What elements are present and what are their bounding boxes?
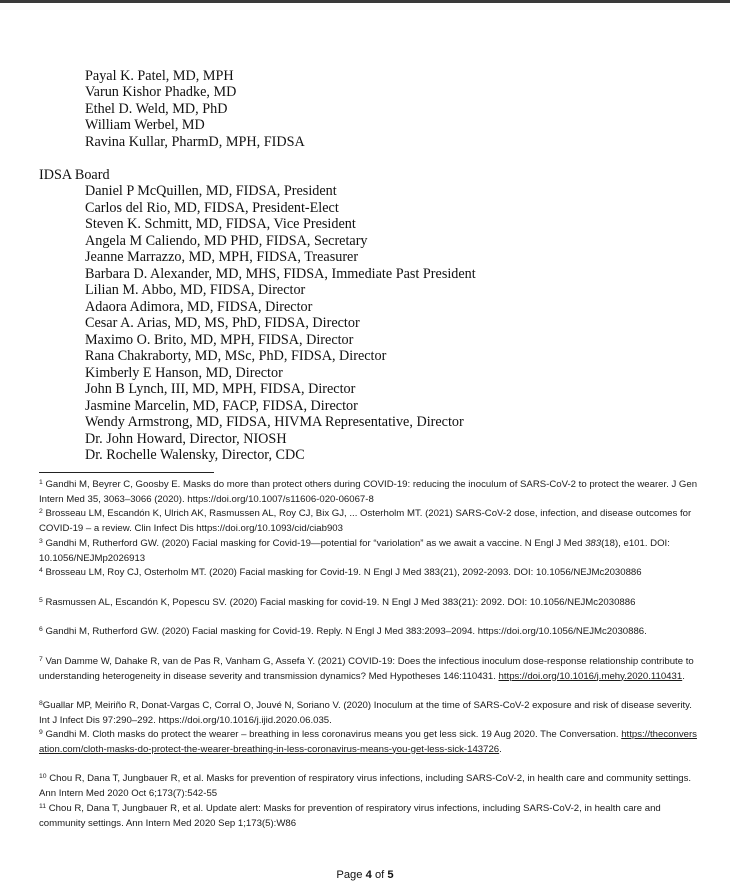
footnote-number: 8 [39,700,43,707]
author-line: Varun Kishor Phadke, MD [85,84,237,100]
footnote-text: (18), e101. DOI: 10.1056/NEJMp2026913 [39,538,670,564]
board-member: Wendy Armstrong, MD, FIDSA, HIVMA Representative, Director [85,414,464,430]
board-member: Kimberly E Hanson, MD, Director [85,365,283,381]
footnote [39,699,699,728]
board-member: Daniel P McQuillen, MD, FIDSA, President [85,183,337,199]
author-line: Payal K. Patel, MD, MPH [85,68,234,84]
board-member: Angela M Caliendo, MD PHD, FIDSA, Secretary [85,233,368,249]
footnote-number: 3 [39,538,43,545]
board-member: Dr. Rochelle Walensky, Director, CDC [85,447,305,463]
footnote-number: 9 [39,729,43,736]
footnote-number: 10 [39,773,47,780]
footnote [39,537,699,566]
footnote [39,802,699,831]
footnote-link[interactable]: https://theconversation.com/cloth-masks-do-protect-the-wearer-breathing-in-less-coronavirus-means-you-get-less-sick-143726 [39,729,697,755]
page-number [0,869,730,881]
footnote-text: . [499,743,502,755]
page-prefix: Page [336,869,366,881]
board-member: Adaora Adimora, MD, FIDSA, Director [85,299,313,315]
board-member: Maximo O. Brito, MD, MPH, FIDSA, Director [85,332,354,348]
footnote-text: Brosseau LM, Roy CJ, Osterholm MT. (2020) Facial masking for Covid-19. N Engl J Med 383(21), 2092-2093. DOI: 10.1056/NEJMc2030886 [45,567,642,578]
footnote [39,772,699,801]
board-member: Dr. John Howard, Director, NIOSH [85,431,287,447]
board-member: Jeanne Marrazzo, MD, MPH, FIDSA, Treasurer [85,249,359,265]
footnote-text: Van Damme W, Dahake R, van de Pas R, Vanham G, Assefa Y. (2021) COVID-19: Does the infectious inoculum dose-response relationship contribute to understanding heterogeneity in disease severity and transmission dynamics? Med Hypotheses 146:110431. [39,656,694,682]
board-heading: IDSA Board [39,167,110,183]
author-line: William Werbel, MD [85,117,205,133]
footnote [39,596,699,611]
footnote-text: Chou R, Dana T, Jungbauer R, et al. Masks for prevention of respiratory virus infections, including SARS-CoV-2, in health care and community settings. Ann Intern Med 2020 Oct 6;173(7):542-55 [39,773,692,799]
footnote-text: Gandhi M, Beyrer C, Goosby E. Masks do more than protect others during COVID-19: reducing the inoculum of SARS-CoV-2 to protect the wearer. J Gen Intern Med 35, 3063–3066 (2020). https://doi.org/10.1007/s11606-020-06067-8 [39,479,698,505]
footnote-link[interactable]: https://doi.org/10.1016/j.mehy.2020.110431 [498,670,683,682]
page-current: 4 [365,869,372,881]
footnote-text: . [682,670,685,682]
footnote-number: 6 [39,626,43,633]
author-line: Ravina Kullar, PharmD, MPH, FIDSA [85,134,305,150]
top-border [0,0,730,3]
page-total: 5 [387,869,394,881]
footnote [39,655,699,684]
footnote-number: 5 [39,597,43,604]
footnote-number: 4 [39,567,43,574]
footnote [39,507,699,536]
board-member: Lilian M. Abbo, MD, FIDSA, Director [85,282,306,298]
board-member: Cesar A. Arias, MD, MS, PhD, FIDSA, Director [85,315,360,331]
board-member: Barbara D. Alexander, MD, MHS, FIDSA, Immediate Past President [85,266,476,282]
footnote-number: 7 [39,656,43,663]
footnote-text: Gandhi M. Cloth masks do protect the wearer – breathing in less coronavirus means you get less sick. 19 Aug 2020. The Conversation. [45,729,622,740]
footnote [39,625,699,640]
board-member: Carlos del Rio, MD, FIDSA, President-Elect [85,200,339,216]
footnote-separator [39,472,214,473]
board-member: Jasmine Marcelin, MD, FACP, FIDSA, Director [85,398,358,414]
footnote-number: 2 [39,508,43,515]
footnote-text: Brosseau LM, Escandón K, Ulrich AK, Rasmussen AL, Roy CJ, Bix GJ, ... Osterholm MT. (2021) SARS-CoV-2 dose, infection, and disease outcomes for COVID-19 – a review. Clin Infect Dis https://doi.org/10.1093/cid/ciab903 [39,508,692,534]
footnote [39,478,699,507]
footnote-volume: 383 [585,538,602,549]
board-member: John B Lynch, III, MD, MPH, FIDSA, Director [85,381,356,397]
footnote-text: Guallar MP, Meiriño R, Donat-Vargas C, Corral O, Jouvé N, Soriano V. (2020) Inoculum at the time of SARS-CoV-2 exposure and risk of disease severity. Int J Infect Dis 97:290–292. https://doi.org/10.1016/j.ijid.2020.06.035. [39,700,692,726]
footnote [39,728,699,757]
page-middle: of [371,869,388,881]
footnote-number: 1 [39,479,43,486]
footnote-text: Gandhi M, Rutherford GW. (2020) Facial masking for Covid-19. Reply. N Engl J Med 383:2093–2094. https://doi.org/10.1056/NEJMc2030886. [45,626,647,637]
board-member: Rana Chakraborty, MD, MSc, PhD, FIDSA, Director [85,348,387,364]
footnote [39,566,699,581]
footnote-number: 11 [39,803,47,810]
footnote-text: Gandhi M, Rutherford GW. (2020) Facial masking for Covid-19—potential for “variolation” as we await a vaccine. N Engl J Med [45,538,586,549]
footnote-text: Rasmussen AL, Escandón K, Popescu SV. (2020) Facial masking for covid-19. N Engl J Med 383(21): 2092. DOI: 10.1056/NEJMc2030886 [45,597,636,608]
author-line: Ethel D. Weld, MD, PhD [85,101,228,117]
board-member: Steven K. Schmitt, MD, FIDSA, Vice President [85,216,356,232]
footnote-text: Chou R, Dana T, Jungbauer R, et al. Update alert: Masks for prevention of respiratory virus infections, including SARS-CoV-2, in health care and community settings. Ann Intern Med 2020 Sep 1;173(5):W86 [39,803,661,829]
